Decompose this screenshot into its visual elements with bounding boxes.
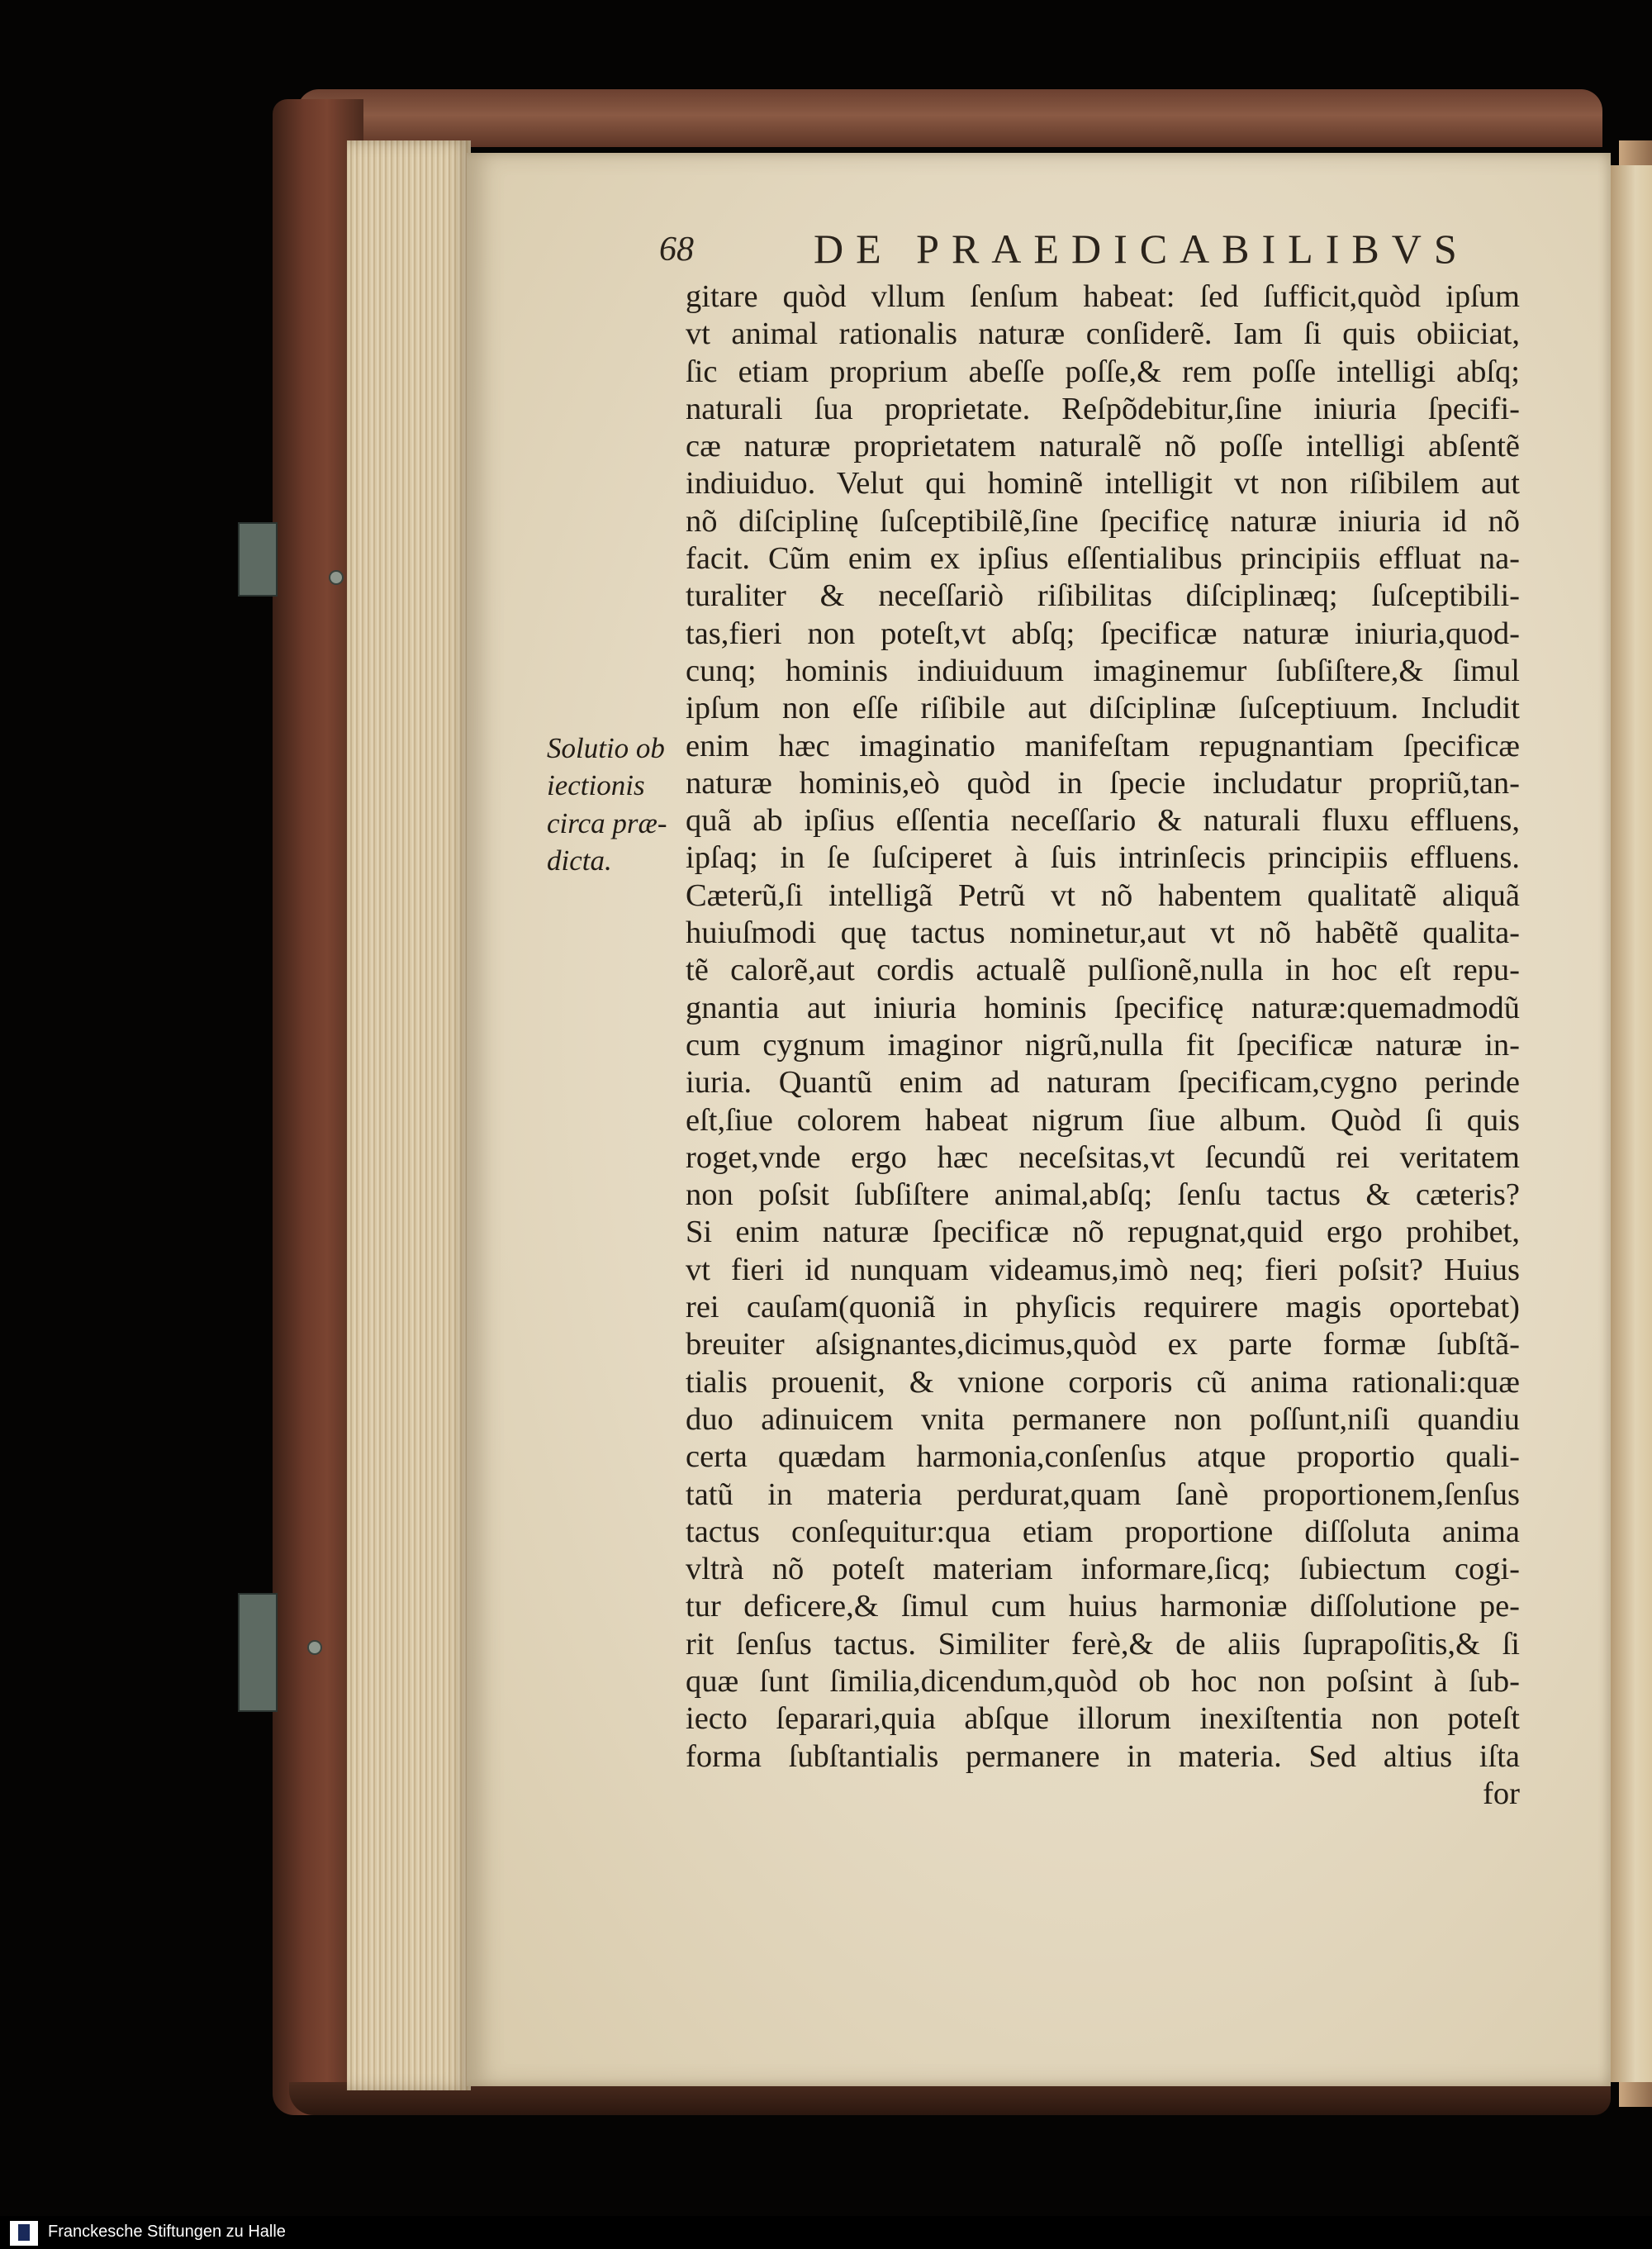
text-line: naturæ hominis,eò quòd in ſpecie includatur propriũ,tan- <box>686 765 1520 801</box>
text-line: indiuiduo. Velut qui hominẽ intelligit vt non riſibilem aut <box>686 466 1520 502</box>
marginal-note-line: Solutio ob <box>547 732 665 764</box>
text-line: forma ſubſtantialis permanere in materia. Sed altius iſta <box>686 1738 1520 1774</box>
text-line: nõ diſciplinę ſuſceptibilẽ,ſine ſpecificę naturæ iniuria id nõ <box>686 503 1520 539</box>
clasp-upper <box>238 522 278 597</box>
text-line: cæ naturæ proprietatem naturalẽ nõ poſſe intelligi abſentẽ <box>686 429 1520 464</box>
text-line: tur deficere,& ſimul cum huius harmoniæ diſſolutione pe- <box>686 1589 1520 1624</box>
text-line: ipſaq; in ſe ſuſciperet à ſuis intrinſecis principiis effluens. <box>686 840 1520 876</box>
marginal-note-line: circa præ- <box>547 806 667 839</box>
logo-mark-icon <box>18 2224 30 2241</box>
text-line: rit ſenſus tactus. Similiter ferè,& de aliis ſuprapoſitis,& ſi <box>686 1626 1520 1662</box>
marginal-note-line: dicta. <box>547 844 612 877</box>
text-line: quæ ſunt ſimilia,dicendum,quòd ob hoc non poſsint à ſub- <box>686 1663 1520 1699</box>
text-line: iuria. Quantũ enim ad naturam ſpecificam,cygno perinde <box>686 1065 1520 1101</box>
footer-label: Franckesche Stiftungen zu Halle <box>48 2223 286 2241</box>
text-line: tẽ calorẽ,aut cordis actualẽ pulſionẽ,nulla in hoc eſt repu- <box>686 953 1520 988</box>
marginal-note-line: iectionis <box>547 769 645 802</box>
text-line: tactus conſequitur:qua etiam proportione diſſoluta anima <box>686 1514 1520 1549</box>
marginal-note <box>547 730 683 879</box>
facing-page-edge <box>1611 165 1652 2082</box>
text-line: gnantia aut iniuria hominis ſpecificę naturæ:quemadmodũ <box>686 990 1520 1025</box>
page-number: 68 <box>659 231 694 269</box>
text-line: ipſum non eſſe riſibile aut diſciplinæ ſuſceptiuum. Includit <box>686 691 1520 726</box>
text-line: huiuſmodi quę tactus nominetur,aut vt nõ habẽtẽ qualita- <box>686 915 1520 951</box>
text-line: gitare quòd vllum ſenſum habeat: ſed ſufficit,quòd ipſum <box>686 279 1520 314</box>
text-line: turaliter & neceſſariò riſibilitas diſciplinæq; ſuſceptibili- <box>686 578 1520 614</box>
text-line: cunq; hominis indiuiduum imaginemur ſubſiſtere,& ſimul <box>686 653 1520 688</box>
text-line: tas,fieri non poteſt,vt abſq; ſpecificæ naturæ iniuria,quod- <box>686 616 1520 651</box>
text-line: duo adinuicem vnita permanere non poſſunt,niſi quandiu <box>686 1401 1520 1437</box>
text-line: quã ab ipſius eſſentia neceſſario & naturali fluxu effluens, <box>686 803 1520 839</box>
text-line: certa quædam harmonia,conſenſus atque proportio quali- <box>686 1439 1520 1475</box>
text-line: ſic etiam proprium abeſſe poſſe,& rem poſſe intelligi abſq; <box>686 354 1520 389</box>
text-line: breuiter aſsignantes,dicimus,quòd ex parte formæ ſubſtã- <box>686 1327 1520 1362</box>
text-line: vltrà nõ poteſt materiam informare,ſicq; ſubiectum cogi- <box>686 1552 1520 1587</box>
text-line: enim hæc imaginatio manifeſtam repugnantiam ſpecificæ <box>686 728 1520 763</box>
book-cover-bottom <box>289 2082 1611 2115</box>
text-line: tatũ in materia perdurat,quam ſanè proportionem,ſenſus <box>686 1476 1520 1512</box>
text-line: iecto ſeparari,quia abſque illorum inexiſtentia non poteſt <box>686 1701 1520 1737</box>
text-line: non poſsit ſubſiſtere animal,abſq; ſenſu tactus & cæteris? <box>686 1177 1520 1213</box>
text-line: roget,vnde ergo hæc neceſsitas,vt ſecundũ rei veritatem <box>686 1139 1520 1175</box>
clasp-lower <box>238 1593 278 1712</box>
text-line: rei cauſam(quoniã in phyſicis requirere magis oportebat) <box>686 1290 1520 1325</box>
text-line: vt fieri id nunquam videamus,imò neq; fieri poſsit? Huius <box>686 1252 1520 1287</box>
catchword: for <box>1483 1776 1520 1811</box>
text-line: vt animal rationalis naturæ conſiderẽ. Iam ſi quis obiiciat, <box>686 316 1520 352</box>
text-line: eſt,ſiue colorem habeat nigrum ſiue album. Quòd ſi quis <box>686 1102 1520 1138</box>
text-line: naturali ſua proprietate. Reſpõdebitur,ſine iniuria ſpecifi- <box>686 391 1520 426</box>
page-edges <box>347 140 471 2090</box>
text-line: cum cygnum imaginor nigrũ,nulla fit ſpecificæ naturæ in- <box>686 1027 1520 1063</box>
text-line: Si enim naturæ ſpecificæ nõ repugnat,quid ergo prohibet, <box>686 1215 1520 1250</box>
book-cover-top <box>297 89 1602 147</box>
text-line: tialis prouenit, & vnione corporis cũ anima rationali:quæ <box>686 1364 1520 1400</box>
text-line: facit. Cũm enim ex ipſius eſſentialibus principiis effluat na- <box>686 541 1520 577</box>
text-line: Cæterũ,ſi intelligã Petrũ vt nõ habentem qualitatẽ aliquã <box>686 877 1520 913</box>
nail-lower <box>307 1640 322 1655</box>
nail-upper <box>329 570 344 585</box>
body-text <box>686 278 1520 1813</box>
running-head: DE PRAEDICABILIBVS <box>814 226 1469 272</box>
